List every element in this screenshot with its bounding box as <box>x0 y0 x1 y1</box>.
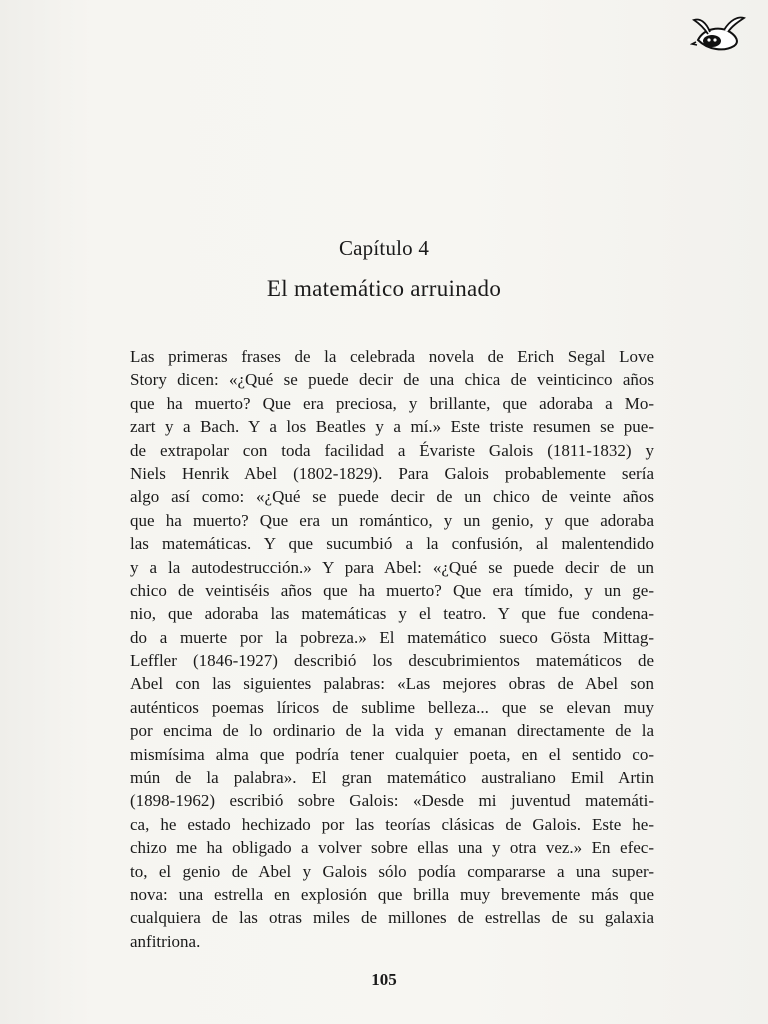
text-line: Las primeras frases de la celebrada novela de Erich Segal Love <box>130 347 654 366</box>
text-line: cualquiera de las otras miles de millones de estrellas de su galaxia <box>130 908 654 928</box>
text-line: to, el genio de Abel y Galois sólo podía compararse a una super- <box>130 861 654 881</box>
text-line: do a muerte por la pobreza.» El matemático sueco Gösta Mittag- <box>130 627 654 647</box>
page-number: 105 <box>371 970 397 989</box>
text-line: y a la autodestrucción.» Y para Abel: «¿Qué se puede decir de un <box>130 557 654 577</box>
text-line: nova: una estrella en explosión que brilla muy brevemente más que <box>130 884 654 904</box>
text-line: de extrapolar con toda facilidad a Évariste Galois (1811-1832) y <box>130 440 654 460</box>
text-line: Niels Henrik Abel (1802-1829). Para Galois probablemente sería <box>130 463 654 483</box>
text-line: que ha muerto? Que era preciosa, y brillante, que adoraba a Mo- <box>130 393 654 413</box>
text-line: Story dicen: «¿Qué se puede decir de una chica de veinticinco años <box>130 370 654 390</box>
text-line: auténticos poemas líricos de sublime belleza... que se elevan muy <box>130 697 654 717</box>
text-line: las matemáticas. Y que sucumbió a la confusión, al malentendido <box>130 534 654 554</box>
text-line: mismísima alma que podría tener cualquier poeta, en el sentido co- <box>130 744 654 764</box>
text-line: Abel con las siguientes palabras: «Las mejores obras de Abel son <box>130 674 654 694</box>
text-line: zart y a Bach. Y a los Beatles y a mí.» Este triste resumen se pue- <box>130 417 654 437</box>
text-line: que ha muerto? Que era un romántico, y un genio, y que adoraba <box>130 510 654 530</box>
chapter-number: Capítulo 4 <box>338 236 430 260</box>
text-line: ca, he estado hechizado por las teorías clásicas de Galois. Este he- <box>130 814 654 834</box>
text-line: nio, que adoraba las matemáticas y el teatro. Y que fue condena- <box>130 604 654 624</box>
text-line: Leffler (1846-1927) describió los descubrimientos matemáticos de <box>130 651 654 671</box>
text-line: (1898-1962) escribió sobre Galois: «Desde mi juventud matemáti- <box>130 791 654 811</box>
text-line: anfitriona. <box>130 931 201 951</box>
body-paragraph <box>130 345 654 953</box>
text-line: por encima de lo ordinario de la vida y emanan directamente de la <box>130 721 654 741</box>
text-line: mún de la palabra». El gran matemático australiano Emil Artin <box>130 768 654 788</box>
bird-logo-icon <box>690 14 746 56</box>
text-line: chizo me ha obligado a volver sobre ellas una y otra vez.» En efec- <box>130 838 654 858</box>
text-line: algo así como: «¿Qué se puede decir de un chico de veinte años <box>130 487 654 507</box>
text-line: chico de veintiséis años que ha muerto? Que era tímido, y un ge- <box>130 580 654 600</box>
chapter-title: El matemático arruinado <box>266 276 502 301</box>
